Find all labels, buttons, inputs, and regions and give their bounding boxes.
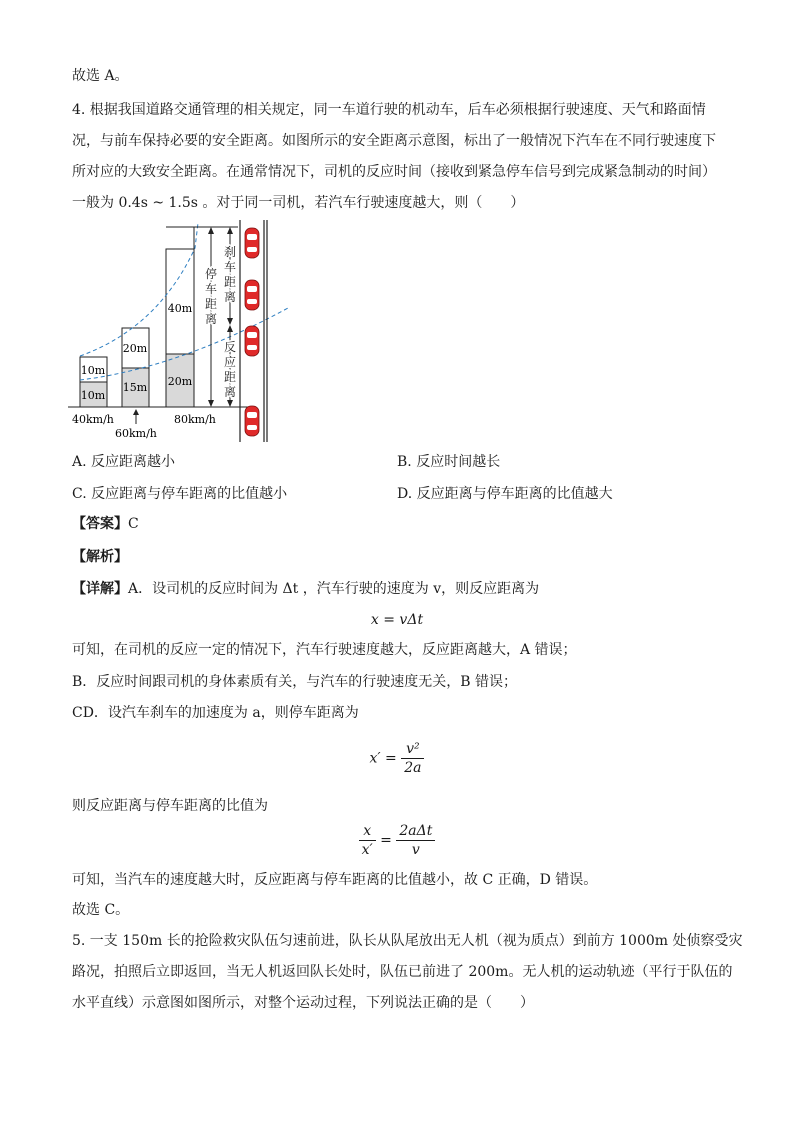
braking-label-4: 离 — [223, 290, 237, 304]
detail-tag: 【详解】 — [72, 581, 128, 597]
bar-60-reaction-label: 15m — [122, 381, 148, 394]
conclusion: 故选 C。 — [72, 902, 130, 918]
braking-label-1: 刹 — [223, 245, 237, 259]
reaction-label-4: 离 — [223, 385, 237, 399]
reaction-label-1: 反 — [223, 340, 237, 354]
option-d[interactable]: D. 反应距离与停车距离的比值越大 — [397, 486, 613, 502]
bar-40-braking-label: 10m — [80, 364, 106, 377]
stopping-label-2: 车 — [204, 282, 218, 296]
stopping-label-1: 停 — [204, 267, 218, 281]
detail-line-2: 可知，在司机的反应一定的情况下，汽车行驶速度越大，反应距离越大，A 错误； — [72, 642, 577, 658]
previous-answer: 故选 A。 — [72, 68, 129, 84]
answer-tag: 【答案】 — [72, 516, 128, 532]
car-icon — [245, 280, 259, 310]
speed-label-60: 60km/h — [115, 427, 157, 440]
detail-line-3: B．反应时间跟司机的身体素质有关，与汽车的行驶速度无关，B 错误； — [72, 674, 518, 690]
car-icon — [245, 228, 259, 258]
braking-label-3: 距 — [223, 275, 237, 289]
speed-label-80: 80km/h — [174, 413, 216, 426]
bar-60-braking-label: 20m — [122, 342, 148, 355]
reaction-label-3: 距 — [223, 370, 237, 384]
q4-stem-line: 一般为 0.4s ~ 1.5s 。对于同一司机，若汽车行驶速度越大，则（ ） — [72, 195, 525, 211]
detail-line-6: 可知，当汽车的速度越大时，反应距离与停车距离的比值越小，故 C 正确，D 错误。 — [72, 872, 598, 888]
analysis-tag: 【解析】 — [72, 549, 128, 565]
detail-line-5: 则反应距离与停车距离的比值为 — [72, 798, 268, 814]
equation-ratio: $\frac{x}{x'}$ = $\frac{\text{2aΔt}}{v}$ — [0, 822, 794, 859]
detail-line-1: 【详解】A．设司机的反应时间为 Δt ，汽车行驶的速度为 v，则反应距离为 — [72, 581, 540, 597]
q4-stem-line: 况，与前车保持必要的安全距离。如图所示的安全距离示意图，标出了一般情况下汽车在不同行驶速度下 — [72, 133, 716, 149]
stopping-label-4: 离 — [204, 312, 218, 326]
reaction-label-2: 应 — [223, 355, 237, 369]
braking-label-2: 车 — [223, 260, 237, 274]
q5-stem-line: 路况，拍照后立即返回，当无人机返回队长处时，队伍已前进了 200m。无人机的运动轨迹（平行于队伍的 — [72, 964, 733, 980]
speed-label-40: 40km/h — [72, 413, 114, 426]
equation-reaction-distance: x = vΔt — [370, 612, 424, 628]
equation-stopping-distance: x′ = $\frac{\text{v²}}{2a}$ — [0, 740, 794, 777]
answer-value: C — [128, 516, 139, 532]
q5-stem-line: 5. 一支 150m 长的抢险救灾队伍匀速前进，队长从队尾放出无人机（视为质点）到前方 1000m 处侦察受灾 — [72, 933, 743, 949]
car-icon — [245, 326, 259, 356]
option-a[interactable]: A. 反应距离越小 — [72, 454, 176, 470]
bar-40-reaction-label: 10m — [80, 389, 106, 402]
q4-stem-line: 4. 根据我国道路交通管理的相关规定，同一车道行驶的机动车，后车必须根据行驶速度、天气和路面情 — [72, 102, 706, 118]
detail-line-4: CD．设汽车刹车的加速度为 a，则停车距离为 — [72, 705, 359, 721]
safety-distance-figure — [68, 218, 288, 448]
bar-80-reaction-label: 20m — [167, 375, 193, 388]
q4-stem-line: 所对应的大致安全距离。在通常情况下，司机的反应时间（接收到紧急停车信号到完成紧急制动的时间） — [72, 164, 716, 180]
option-c[interactable]: C. 反应距离与停车距离的比值越小 — [72, 486, 288, 502]
q5-stem-line: 水平直线）示意图如图所示，对整个运动过程，下列说法正确的是（ ） — [72, 995, 534, 1011]
answer-line — [72, 514, 139, 534]
car-icon — [245, 406, 259, 436]
stopping-label-3: 距 — [204, 297, 218, 311]
option-b[interactable]: B. 反应时间越长 — [397, 454, 501, 470]
bar-80-braking-label: 40m — [167, 302, 193, 315]
